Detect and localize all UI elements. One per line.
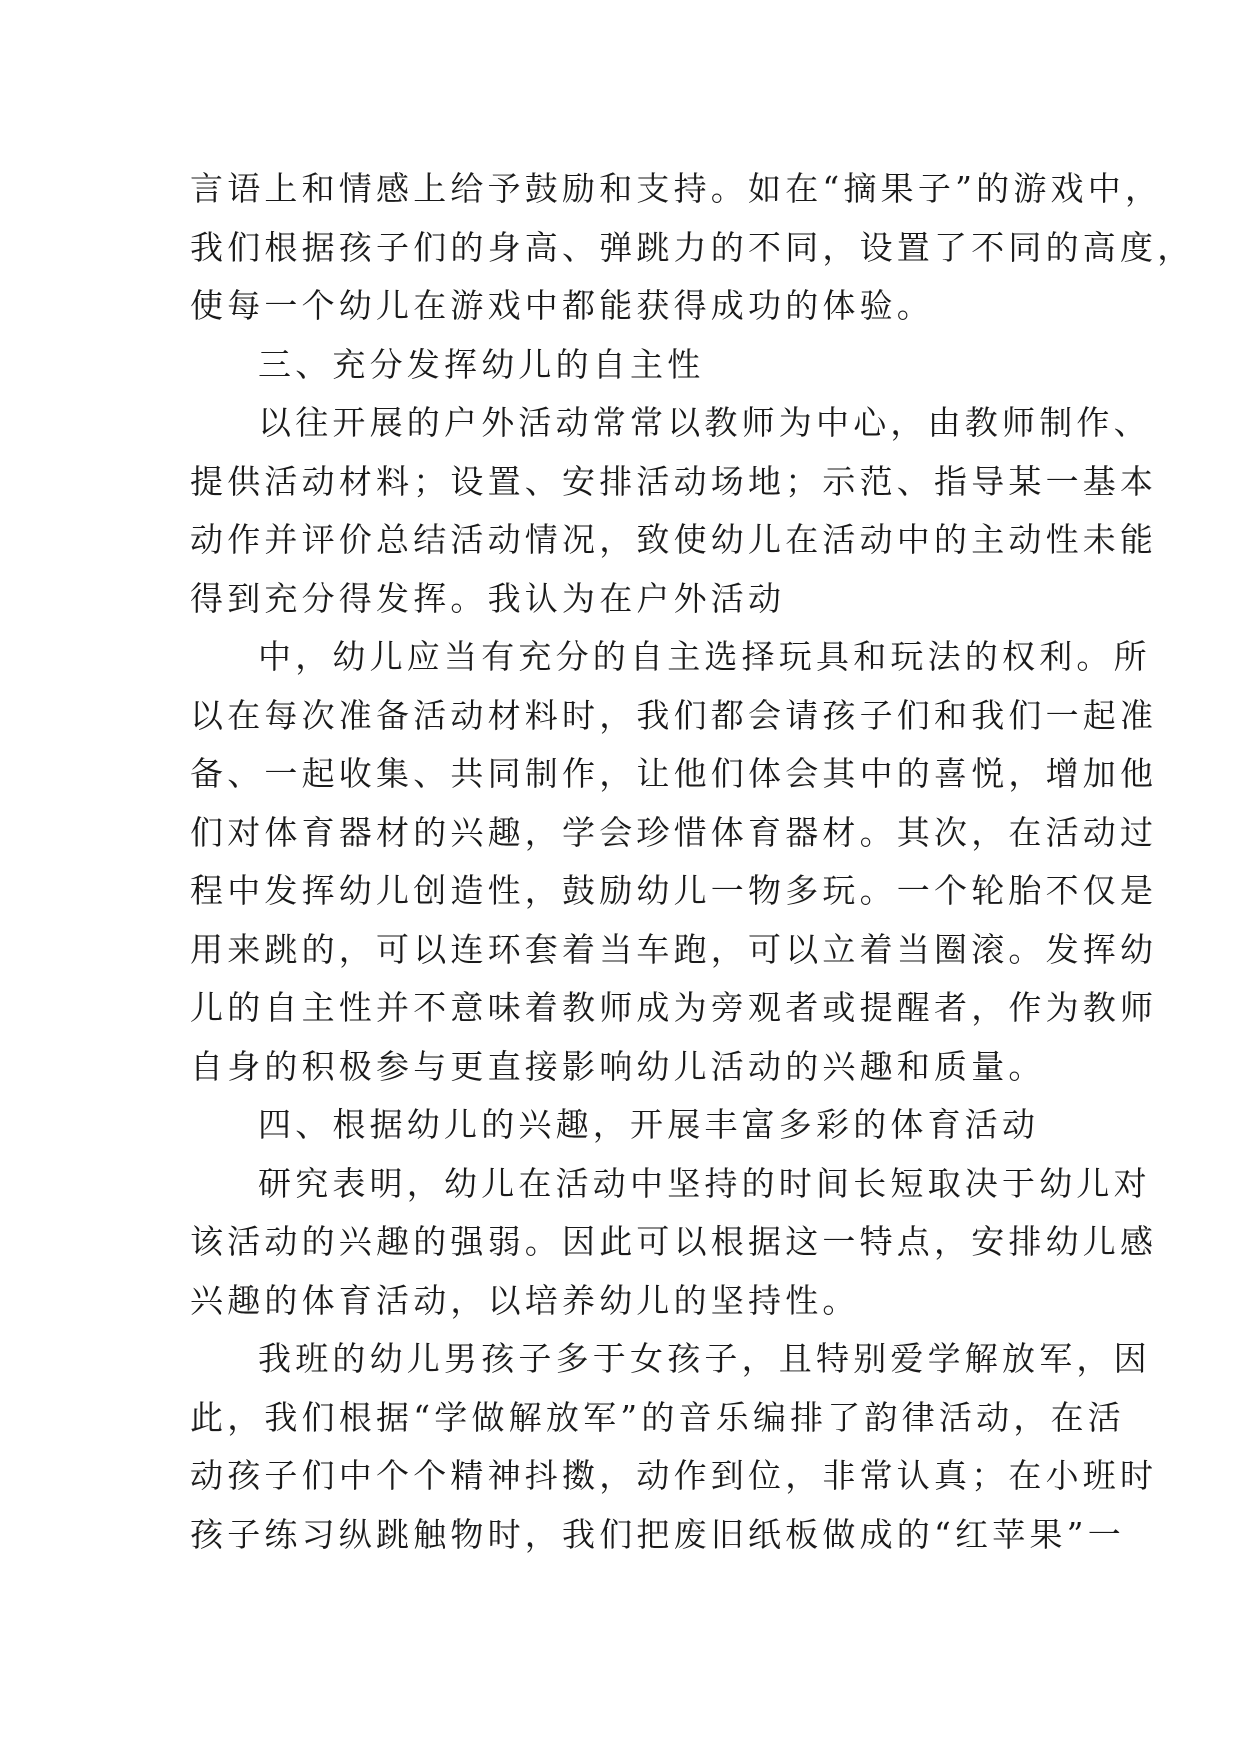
text-line: 孩子练习纵跳触物时，我们把废旧纸板做成的“红苹果”一 (190, 1514, 1125, 1554)
text-line: 得到充分得发挥。我认为在户外活动 (190, 578, 786, 618)
text-line: 自身的积极参与更直接影响幼儿活动的兴趣和质量。 (190, 1046, 1046, 1086)
section-heading: 三、充分发挥幼儿的自主性 (258, 344, 705, 384)
text-line: 儿的自主性并不意味着教师成为旁观者或提醒者，作为教师 (190, 988, 1158, 1027)
text-line: 此，我们根据“学做解放军”的音乐编排了韵律活动，在活 (190, 1397, 1125, 1437)
body-text (190, 160, 1195, 1564)
text-line: 以在每次准备活动材料时，我们都会请孩子们和我们一起准 (190, 695, 1158, 735)
text-line: 提供活动材料；设置、安排活动场地；示范、指导某一基本 (190, 461, 1158, 501)
text-line: 言语上和情感上给予鼓励和支持。如在“摘果子”的游戏中， (190, 169, 1163, 208)
text-line: 动孩子们中个个精神抖擞，动作到位，非常认真；在小班时 (190, 1456, 1158, 1495)
text-line: 我们根据孩子们的身高、弹跳力的不同，设置了不同的高度， (190, 227, 1195, 267)
text-line: 中，幼儿应当有充分的自主选择玩具和玩法的权利。所 (258, 637, 1151, 676)
text-line: 兴趣的体育活动，以培养幼儿的坚持性。 (190, 1280, 860, 1320)
text-line: 以往开展的户外活动常常以教师为中心，由教师制作、 (258, 403, 1151, 442)
text-line: 研究表明，幼儿在活动中坚持的时间长短取决于幼儿对 (258, 1163, 1151, 1203)
text-line: 们对体育器材的兴趣，学会珍惜体育器材。其次，在活动过 (190, 812, 1158, 852)
text-line: 备、一起收集、共同制作，让他们体会其中的喜悦，增加他 (190, 754, 1158, 793)
text-line: 用来跳的，可以连环套着当车跑，可以立着当圈滚。发挥幼 (190, 929, 1158, 969)
text-line: 我班的幼儿男孩子多于女孩子，且特别爱学解放军，因 (258, 1339, 1151, 1378)
text-line: 该活动的兴趣的强弱。因此可以根据这一特点，安排幼儿感 (190, 1222, 1158, 1261)
text-line: 动作并评价总结活动情况，致使幼儿在活动中的主动性未能 (190, 520, 1158, 559)
section-heading: 四、根据幼儿的兴趣，开展丰富多彩的体育活动 (258, 1105, 1040, 1144)
text-line: 程中发挥幼儿创造性，鼓励幼儿一物多玩。一个轮胎不仅是 (190, 871, 1158, 910)
text-line: 使每一个幼儿在游戏中都能获得成功的体验。 (190, 286, 934, 325)
